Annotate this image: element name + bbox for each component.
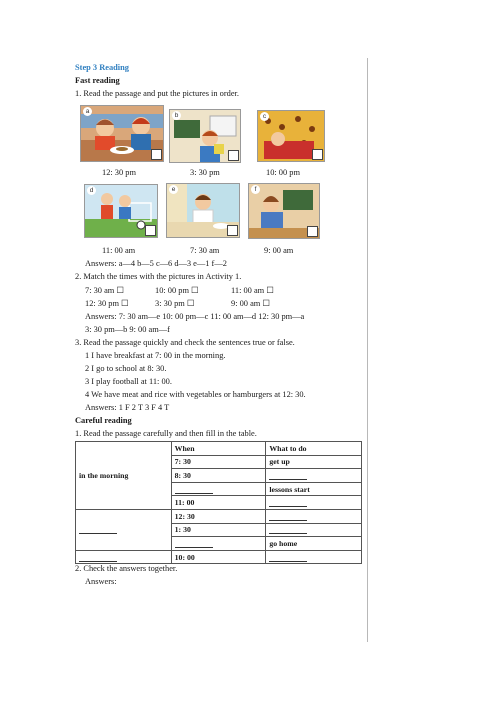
picture-f [248,183,320,239]
picture-c [257,110,325,162]
match-item[interactable]: 11: 00 am ☐ [231,286,274,295]
picture-letter: d [87,186,96,195]
activity-cell: get up [266,455,362,469]
when-cell: 1: 30 [171,523,266,537]
picture-time: 11: 00 am [102,246,136,255]
when-cell: 12: 30 [171,509,266,523]
q3-instruction: 3. Read the passage quickly and check the sentences true or false. [75,338,295,347]
q2-instruction: 2. Match the times with the pictures in Activity 1. [75,272,242,281]
match-item[interactable]: 3: 30 pm ☐ [155,299,195,308]
order-checkbox[interactable] [228,150,239,161]
picture-letter: b [172,111,181,120]
blank-group-cell[interactable] [76,550,172,564]
step-heading: Step 3 Reading [75,63,129,72]
q1-answers: Answers: a—4 b—5 c—6 d—3 e—1 f—2 [85,259,227,268]
match-item[interactable]: 12: 30 pm ☐ [85,299,129,308]
check-instruction: 2. Check the answers together. [75,564,178,573]
blank-group-cell[interactable] [76,509,172,550]
picture-time: 9: 00 am [264,246,294,255]
activity-cell: lessons start [266,482,362,496]
header-when: When [171,442,266,456]
statement: 3 I play football at 11: 00. [85,377,172,386]
picture-letter: e [169,185,178,194]
picture-b [169,109,241,163]
q1-instruction: 1. Read the passage and put the pictures in order. [75,89,239,98]
picture-letter: c [260,112,269,121]
picture-time: 3: 30 pm [190,168,220,177]
table-instruction: 1. Read the passage carefully and then fill in the table. [75,429,257,438]
order-checkbox[interactable] [145,225,156,236]
picture-time: 7: 30 am [190,246,220,255]
blank-cell[interactable] [266,496,362,510]
when-cell: 11: 00 [171,496,266,510]
careful-reading-heading: Careful reading [75,416,132,425]
blank-cell[interactable] [266,509,362,523]
match-item[interactable]: 7: 30 am ☐ [85,286,124,295]
q2-answers-continued: 3: 30 pm—b 9: 00 am—f [85,325,170,334]
match-item[interactable]: 10: 00 pm ☐ [155,286,199,295]
order-checkbox[interactable] [307,226,318,237]
order-checkbox[interactable] [151,149,162,160]
blank-cell[interactable] [266,469,362,483]
blank-cell[interactable] [266,550,362,564]
table-row [76,509,362,523]
picture-time: 10: 00 pm [266,168,300,177]
picture-letter: f [251,185,260,194]
when-cell: 8: 30 [171,469,266,483]
statement: 4 We have meat and rice with vegetables or hamburgers at 12: 30. [85,390,306,399]
order-checkbox[interactable] [227,225,238,236]
picture-letter: a [83,107,92,116]
order-checkbox[interactable] [312,149,323,160]
blank-cell[interactable] [266,523,362,537]
schedule-table [75,441,362,564]
picture-time: 12: 30 pm [102,168,136,177]
table-row [76,550,362,564]
group-label: in the morning [76,442,172,510]
statement: 1 I have breakfast at 7: 00 in the morning. [85,351,226,360]
column-divider [367,58,368,642]
when-cell: 10: 00 [171,550,266,564]
statement: 2 I go to school at 8: 30. [85,364,167,373]
blank-cell[interactable] [171,482,266,496]
when-cell: 7: 30 [171,455,266,469]
table-header-row [76,442,362,456]
header-what-to-do: What to do [266,442,362,456]
activity-cell: go home [266,537,362,551]
q2-answers: Answers: 7: 30 am—e 10: 00 pm—c 11: 00 am—d 12: 30 pm—a [85,312,305,321]
fast-reading-heading: Fast reading [75,76,120,85]
picture-d [84,184,158,238]
answers-label: Answers: [85,577,117,586]
blank-cell[interactable] [171,537,266,551]
match-item[interactable]: 9: 00 am ☐ [231,299,270,308]
q3-answers: Answers: 1 F 2 T 3 F 4 T [85,403,170,412]
picture-e [166,183,240,238]
picture-a [80,105,164,162]
